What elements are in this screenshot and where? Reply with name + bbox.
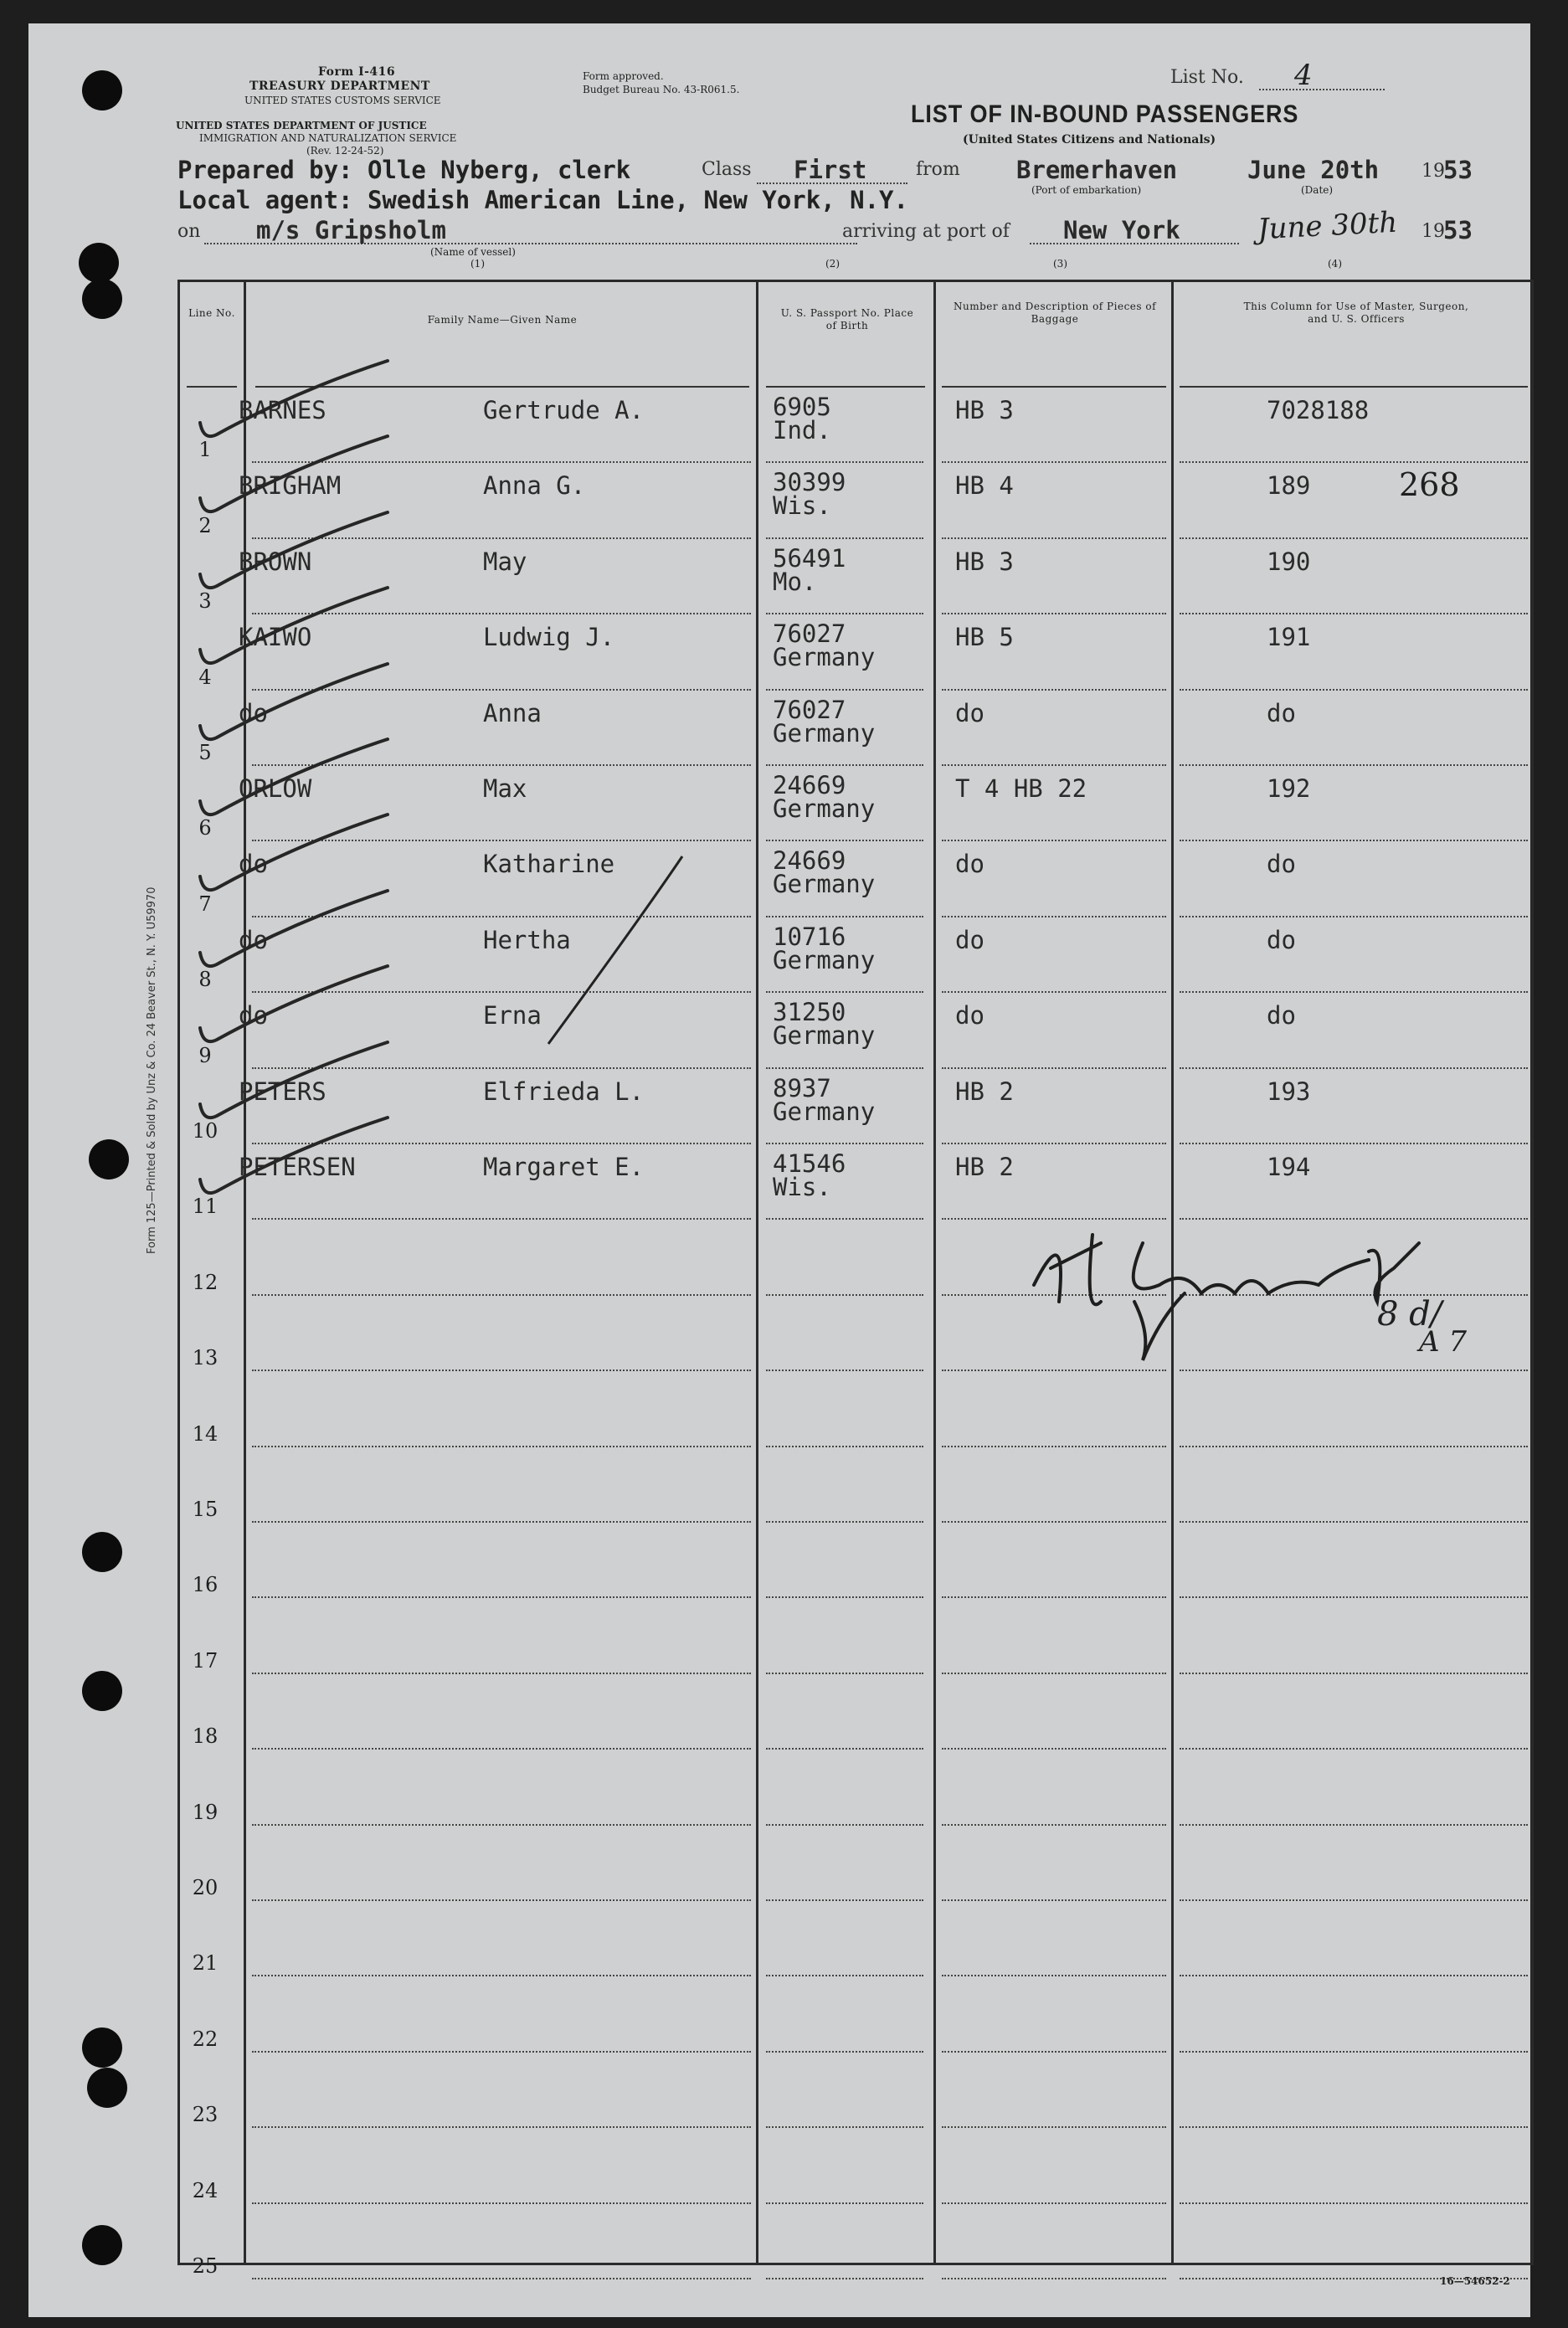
given-name: Gertrude A. (483, 396, 645, 424)
row-rule (942, 537, 1166, 539)
officer-number: 7028188 (1267, 396, 1370, 424)
class-value: First (794, 156, 867, 184)
row-rule (766, 1748, 923, 1750)
table-row (180, 1375, 1531, 1450)
place-of-birth: Ind. (773, 416, 831, 445)
row-rule (1180, 613, 1528, 614)
row-rule (1180, 1143, 1528, 1144)
row-rule (766, 689, 923, 691)
row-rule (766, 461, 923, 463)
line-number: 7 (198, 892, 212, 916)
line-number: 16 (192, 1573, 218, 1597)
pencil-slash-mark (540, 851, 691, 1052)
passport-number: 8937 (773, 1073, 831, 1102)
row-rule (766, 1673, 923, 1674)
passenger-table (177, 280, 1534, 2278)
printer-imprint: Form 125—Printed & Sold by Unz & Co. 24 Beaver St., N. Y. U59970 (146, 886, 158, 1254)
signature-line-2: 8 d/ (1377, 1295, 1442, 1334)
list-no-value: 4 (1294, 59, 1313, 92)
row-rule (942, 1975, 1166, 1976)
arriving-label: arriving at port of (842, 221, 1010, 242)
col-2-label: (2) (825, 258, 840, 270)
row-rule (942, 2278, 1166, 2279)
line-number: 11 (192, 1195, 218, 1219)
baggage: do (955, 1001, 984, 1030)
row-rule (1180, 1975, 1528, 1976)
row-rule (1180, 1596, 1528, 1598)
from-value: Bremerhaven (1016, 156, 1178, 184)
row-rule (1180, 1899, 1528, 1901)
line-number: 3 (198, 589, 212, 614)
line-number: 1 (198, 438, 212, 462)
baggage: do (955, 850, 984, 879)
row-rule (252, 1899, 751, 1901)
header-name: Family Name—Given Name (427, 314, 578, 326)
baggage: do (955, 925, 984, 954)
passport-number: 76027 (773, 619, 846, 649)
row-rule (766, 916, 923, 917)
table-row (180, 2056, 1531, 2131)
table-row (180, 1526, 1531, 1601)
line-number: 10 (192, 1118, 218, 1143)
row-rule (766, 1218, 923, 1220)
baggage: HB 5 (955, 623, 1014, 652)
place-of-birth: Wis. (773, 1173, 831, 1201)
officer-number: 191 (1267, 623, 1311, 652)
family-name: KAIWO (239, 623, 312, 652)
place-of-birth: Germany (773, 870, 876, 899)
officer-number: do (1267, 698, 1296, 727)
officer-extra: 268 (1399, 466, 1460, 504)
given-name: Elfrieda L. (483, 1077, 645, 1106)
row-rule (1180, 461, 1528, 463)
family-name: PETERS (239, 1077, 326, 1106)
class-label: Class (702, 159, 752, 180)
row-rule (1180, 2126, 1528, 2128)
row-rule (1180, 2202, 1528, 2204)
row-rule (766, 1596, 923, 1598)
row-rule (1180, 991, 1528, 993)
vessel-name: m/s Gripsholm (256, 216, 446, 244)
given-name: Hertha (483, 925, 571, 954)
line-number: 14 (192, 1421, 218, 1446)
row-rule (1180, 1824, 1528, 1826)
line-number: 2 (198, 513, 212, 537)
given-name: Katharine (483, 850, 615, 879)
row-rule (942, 840, 1166, 841)
row-rule (766, 613, 923, 614)
line-number: 6 (198, 816, 212, 840)
family-name: PETERSEN (239, 1153, 356, 1181)
place-of-birth: Mo. (773, 567, 817, 596)
row-rule (252, 1596, 751, 1598)
list-no-dots (1259, 89, 1385, 90)
prepared-by: Prepared by: Olle Nyberg, clerk (177, 156, 631, 184)
baggage: HB 3 (955, 396, 1014, 424)
row-rule (942, 461, 1166, 463)
place-of-birth: Germany (773, 794, 876, 823)
row-rule (766, 991, 923, 993)
list-no-label: List No. (1170, 67, 1244, 88)
col-4-label: (4) (1328, 258, 1342, 270)
row-rule (766, 1370, 923, 1371)
row-rule (252, 1218, 751, 1220)
officer-number: do (1267, 850, 1296, 879)
row-rule (252, 1748, 751, 1750)
family-name: BROWN (239, 547, 312, 576)
row-rule (766, 840, 923, 841)
row-rule (766, 2051, 923, 2053)
header-passport: U. S. Passport No. Place of Birth (780, 307, 914, 331)
passport-number: 31250 (773, 998, 846, 1027)
col-3-label: (3) (1053, 258, 1067, 270)
baggage: do (955, 698, 984, 727)
row-rule (252, 1824, 751, 1826)
row-rule (1180, 840, 1528, 841)
row-rule (942, 1824, 1166, 1826)
place-of-birth: Germany (773, 1097, 876, 1126)
row-rule (1180, 1673, 1528, 1674)
row-rule (1180, 1521, 1528, 1523)
row-rule (1180, 764, 1528, 766)
table-row (180, 1678, 1531, 1753)
year-prefix: 19 (1421, 161, 1445, 182)
budget-bureau: Budget Bureau No. 43-R061.5. (583, 84, 740, 95)
row-rule (1180, 1067, 1528, 1069)
family-name: do (239, 698, 268, 727)
row-rule (942, 689, 1166, 691)
row-rule (252, 1370, 751, 1371)
line-number: 15 (192, 1497, 218, 1521)
passport-number: 24669 (773, 846, 846, 876)
row-rule (252, 2126, 751, 2128)
line-number: 24 (192, 2178, 218, 2202)
row-rule (942, 2202, 1166, 2204)
footer-code: 16—54652-2 (1440, 2275, 1510, 2287)
row-rule (1180, 1748, 1528, 1750)
place-of-birth: Germany (773, 1021, 876, 1051)
baggage: HB 2 (955, 1077, 1014, 1106)
row-rule (942, 1521, 1166, 1523)
officer-number: 189 (1267, 471, 1311, 501)
table-row (180, 1904, 1531, 1980)
given-name: Anna G. (483, 471, 586, 501)
given-name: Erna (483, 1001, 542, 1030)
row-rule (942, 613, 1166, 614)
row-rule (252, 1673, 751, 1674)
on-label: on (177, 221, 201, 242)
col-1-label: (1) (470, 258, 485, 270)
officer-number: 193 (1267, 1077, 1311, 1106)
row-rule (942, 1067, 1166, 1069)
row-rule (252, 1975, 751, 1976)
line-number: 4 (198, 665, 212, 689)
row-rule (1180, 537, 1528, 539)
row-rule (942, 2051, 1166, 2053)
check-mark (195, 1114, 413, 1215)
line-number: 21 (192, 1951, 218, 1976)
line-number: 12 (192, 1270, 218, 1294)
row-rule (1180, 2051, 1528, 2053)
row-rule (942, 1446, 1166, 1447)
baggage: T 4 HB 22 (955, 774, 1087, 803)
table-row (180, 1829, 1531, 1904)
header-rule (942, 386, 1166, 388)
row-rule (252, 2278, 751, 2279)
form-approved: Form approved. (583, 70, 664, 82)
given-name: Anna (483, 698, 542, 727)
officer-number: do (1267, 925, 1296, 954)
year-value-2: 53 (1443, 216, 1473, 244)
given-name: Ludwig J. (483, 623, 615, 652)
line-number: 22 (192, 2027, 218, 2051)
family-name: do (239, 1001, 268, 1030)
family-name: do (239, 925, 268, 954)
row-rule (766, 2126, 923, 2128)
row-rule (766, 2278, 923, 2279)
row-rule (252, 2202, 751, 2204)
binder-hole (82, 70, 122, 110)
officer-number: 194 (1267, 1153, 1311, 1181)
form-subtitle: (United States Citizens and Nationals) (963, 133, 1216, 146)
line-number: 18 (192, 1724, 218, 1749)
passport-number: 30399 (773, 468, 846, 497)
passport-number: 6905 (773, 393, 831, 421)
port-embark-label: (Port of embarkation) (1031, 184, 1142, 196)
row-rule (1180, 689, 1528, 691)
baggage: HB 2 (955, 1153, 1014, 1181)
form-page (28, 23, 1530, 2317)
binder-hole (82, 279, 122, 319)
family-name: BRIGHAM (239, 471, 342, 501)
from-label: from (916, 159, 960, 180)
date-label: (Date) (1301, 184, 1334, 196)
binder-hole (82, 1671, 122, 1711)
line-number: 19 (192, 1800, 218, 1824)
row-rule (942, 916, 1166, 917)
binder-hole (89, 1139, 129, 1179)
treasury-dept: TREASURY DEPARTMENT (249, 80, 430, 93)
place-of-birth: Wis. (773, 491, 831, 521)
row-rule (252, 1446, 751, 1447)
row-rule (942, 1748, 1166, 1750)
binder-hole (82, 1532, 122, 1572)
line-number: 13 (192, 1346, 218, 1370)
line-number: 5 (198, 740, 212, 764)
row-rule (766, 1521, 923, 1523)
passport-number: 41546 (773, 1149, 846, 1178)
baggage: HB 4 (955, 471, 1014, 501)
officer-number: 192 (1267, 774, 1311, 803)
line-number: 17 (192, 1648, 218, 1673)
row-rule (942, 2126, 1166, 2128)
binder-hole (87, 2068, 127, 2108)
arrival-port: New York (1063, 216, 1180, 244)
row-rule (252, 1294, 751, 1296)
year-value: 53 (1443, 156, 1473, 184)
table-row (180, 1980, 1531, 2055)
given-name: May (483, 547, 527, 576)
binder-hole (82, 2027, 122, 2068)
row-rule (942, 991, 1166, 993)
family-name: ORLOW (239, 774, 312, 803)
line-number: 25 (192, 2253, 218, 2278)
passport-number: 56491 (773, 543, 846, 573)
year-prefix-2: 19 (1421, 221, 1445, 242)
table-row (180, 2207, 1531, 2283)
row-rule (1180, 916, 1528, 917)
row-rule (942, 1596, 1166, 1598)
binder-hole (79, 243, 119, 283)
table-row (180, 1753, 1531, 1828)
row-rule (942, 1673, 1166, 1674)
passport-number: 76027 (773, 695, 846, 724)
officer-number: do (1267, 1001, 1296, 1030)
dept-justice: UNITED STATES DEPARTMENT OF JUSTICE (176, 120, 427, 131)
line-number: 8 (198, 968, 212, 992)
row-rule (766, 2202, 923, 2204)
header-officers: This Column for Use of Master, Surgeon, and U. S. Officers (1243, 301, 1469, 325)
family-name: do (239, 850, 268, 879)
baggage: HB 3 (955, 547, 1014, 576)
revision: (Rev. 12-24-52) (306, 145, 384, 157)
given-name: Max (483, 774, 527, 803)
header-baggage: Number and Description of Pieces of Baggage (953, 301, 1157, 325)
row-rule (1180, 1446, 1528, 1447)
row-rule (942, 764, 1166, 766)
place-of-birth: Germany (773, 945, 876, 974)
row-rule (942, 1143, 1166, 1144)
ins-service: IMMIGRATION AND NATURALIZATION SERVICE (199, 132, 457, 144)
arrival-date: June 30th (1257, 205, 1399, 247)
vessel-label: (Name of vessel) (430, 246, 516, 258)
form-title: LIST OF IN-BOUND PASSENGERS (911, 100, 1299, 128)
passport-number: 10716 (773, 922, 846, 951)
place-of-birth: Germany (773, 718, 876, 748)
row-rule (766, 1446, 923, 1447)
signature-line-3: A 7 (1419, 1325, 1467, 1359)
row-rule (766, 1899, 923, 1901)
row-rule (766, 1143, 923, 1144)
family-name: BARNES (239, 396, 326, 424)
row-rule (766, 1294, 923, 1296)
line-number: 23 (192, 2103, 218, 2127)
form-number: Form I-416 (318, 65, 396, 79)
date-value: June 20th (1247, 156, 1380, 184)
row-rule (766, 764, 923, 766)
row-rule (766, 1975, 923, 1976)
given-name: Margaret E. (483, 1153, 645, 1181)
table-row (180, 2131, 1531, 2207)
row-rule (252, 2051, 751, 2053)
binder-hole (82, 2225, 122, 2265)
class-dots (757, 182, 907, 184)
officer-number: 190 (1267, 547, 1311, 576)
row-rule (252, 1521, 751, 1523)
header-line-no: Line No. (188, 307, 235, 319)
table-row (180, 1451, 1531, 1526)
line-number: 9 (198, 1043, 212, 1067)
row-rule (942, 1899, 1166, 1901)
passport-number: 24669 (773, 771, 846, 799)
table-row (180, 1601, 1531, 1677)
row-rule (766, 1067, 923, 1069)
header-rule (766, 386, 925, 388)
row-rule (766, 537, 923, 539)
header-rule (1180, 386, 1528, 388)
row-rule (766, 1824, 923, 1826)
arrival-dots (1030, 243, 1239, 244)
local-agent: Local agent: Swedish American Line, New York, N.Y. (177, 186, 908, 214)
line-number: 20 (192, 1875, 218, 1899)
place-of-birth: Germany (773, 643, 876, 672)
customs-service: UNITED STATES CUSTOMS SERVICE (244, 95, 441, 106)
